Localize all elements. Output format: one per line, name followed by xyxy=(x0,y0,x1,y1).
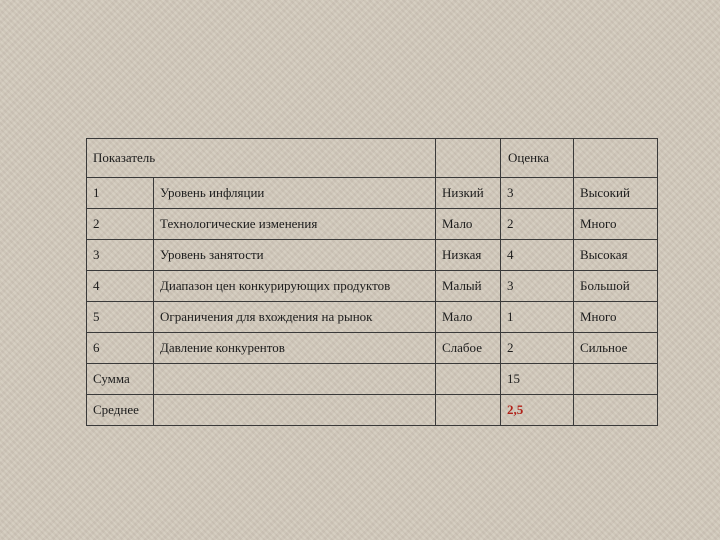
average-row xyxy=(87,395,658,426)
sum-empty-cell xyxy=(154,364,436,395)
row-number: 4 xyxy=(87,271,154,302)
row-low-label: Мало xyxy=(436,209,501,240)
average-value: 2,5 xyxy=(501,395,574,426)
average-empty-cell xyxy=(154,395,436,426)
row-score: 3 xyxy=(501,178,574,209)
table-row xyxy=(87,240,658,271)
table-row xyxy=(87,178,658,209)
table-row xyxy=(87,271,658,302)
average-empty-cell xyxy=(436,395,501,426)
sum-row xyxy=(87,364,658,395)
row-high-label: Высокий xyxy=(574,178,658,209)
row-score: 2 xyxy=(501,333,574,364)
average-label: Среднее xyxy=(87,395,154,426)
average-empty-cell xyxy=(574,395,658,426)
row-number: 1 xyxy=(87,178,154,209)
row-high-label: Большой xyxy=(574,271,658,302)
sum-empty-cell xyxy=(436,364,501,395)
row-indicator-name: Уровень инфляции xyxy=(154,178,436,209)
header-empty-cell xyxy=(574,139,658,178)
header-evaluation: Оценка xyxy=(501,139,574,178)
row-high-label: Высокая xyxy=(574,240,658,271)
row-low-label: Мало xyxy=(436,302,501,333)
sum-label: Сумма xyxy=(87,364,154,395)
row-high-label: Много xyxy=(574,209,658,240)
table-header-row xyxy=(87,139,658,178)
indicators-table xyxy=(86,138,658,426)
row-score: 3 xyxy=(501,271,574,302)
row-number: 2 xyxy=(87,209,154,240)
header-empty-cell xyxy=(436,139,501,178)
sum-empty-cell xyxy=(574,364,658,395)
row-number: 6 xyxy=(87,333,154,364)
table-row xyxy=(87,302,658,333)
table-row xyxy=(87,333,658,364)
row-score: 1 xyxy=(501,302,574,333)
row-low-label: Низкая xyxy=(436,240,501,271)
row-number: 3 xyxy=(87,240,154,271)
row-indicator-name: Ограничения для вхождения на рынок xyxy=(154,302,436,333)
sum-value: 15 xyxy=(501,364,574,395)
header-indicator: Показатель xyxy=(87,139,436,178)
row-indicator-name: Диапазон цен конкурирующих продуктов xyxy=(154,271,436,302)
table-row xyxy=(87,209,658,240)
row-indicator-name: Технологические изменения xyxy=(154,209,436,240)
row-low-label: Низкий xyxy=(436,178,501,209)
row-score: 2 xyxy=(501,209,574,240)
row-low-label: Слабое xyxy=(436,333,501,364)
row-indicator-name: Давление конкурентов xyxy=(154,333,436,364)
row-low-label: Малый xyxy=(436,271,501,302)
row-high-label: Много xyxy=(574,302,658,333)
row-high-label: Сильное xyxy=(574,333,658,364)
row-number: 5 xyxy=(87,302,154,333)
row-indicator-name: Уровень занятости xyxy=(154,240,436,271)
row-score: 4 xyxy=(501,240,574,271)
